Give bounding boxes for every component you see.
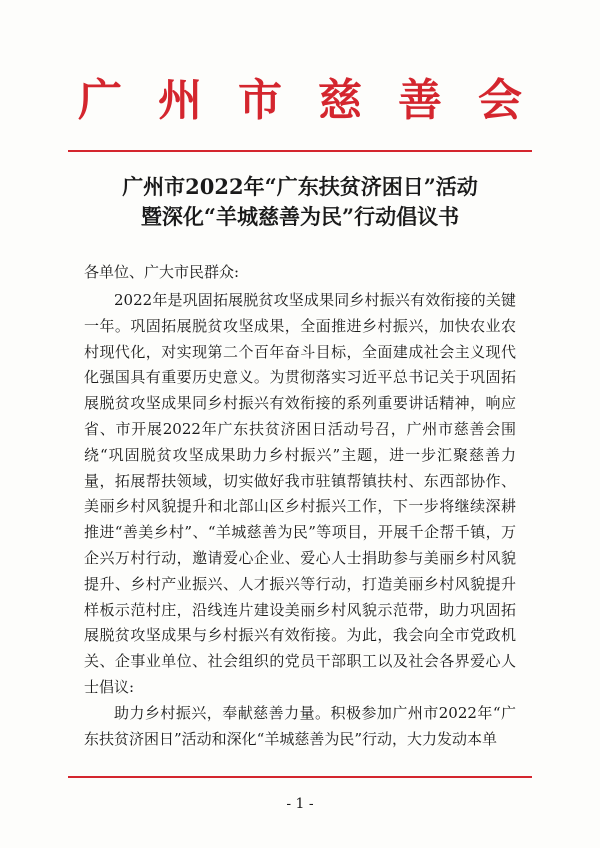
title-line-2: 暨深化“羊城慈善为民”行动倡议书	[140, 204, 460, 229]
body-paragraph-2: 助力乡村振兴，奉献慈善力量。积极参加广州市2022年“广东扶贫济困日”活动和深化“羊城慈善为民”行动，大力发动本单	[84, 703, 516, 748]
page-number: - 1 -	[286, 796, 314, 812]
organization-header: 广州市慈善会	[78, 75, 558, 126]
header-divider	[68, 150, 532, 152]
body-paragraph-1: 2022年是巩固拓展脱贫攻坚成果同乡村振兴有效衔接的关键一年。巩固拓展脱贫攻坚成果，全面推进乡村振兴，加快农业农村现代化，对实现第二个百年奋斗目标，全面建成社会主义现代化强国具有重要历史意义。为贯彻落实习近平总书记关于巩固拓展脱贫攻坚成果同乡村振兴有效衔接的系列重要讲话精神，响应省、市开展2022年广东扶贫济困日活动号召，广州市慈善会围绕“巩固脱贫攻坚成果助力乡村振兴”主题，进一步汇聚慈善力量，拓展帮扶领域，切实做好我市驻镇帮镇扶村、东西部协作、美丽乡村风貌提升和北部山区乡村振兴工作，下一步将继续深耕推进“善美乡村”、“羊城慈善为民”等项目，开展千企帮千镇，万企兴万村行动，邀请爱心企业、爱心人士捐助参与美丽乡村风貌提升、乡村产业振兴、人才振兴等行动，打造美丽乡村风貌提升样板示范村庄，沿线连片建设美丽乡村风貌示范带，助力巩固拓展脱贫攻坚成果与乡村振兴有效衔接。为此，我会向全市党政机关、企事业单位、社会组织的党员干部职工以及社会各界爱心人士倡议:	[84, 291, 516, 696]
document-title	[0, 172, 600, 232]
document-body	[84, 288, 516, 752]
title-line-1: 广州市2022年“广东扶贫济困日”活动	[122, 174, 478, 199]
footer-divider	[68, 776, 532, 778]
salutation: 各单位、广大市民群众:	[84, 263, 240, 281]
